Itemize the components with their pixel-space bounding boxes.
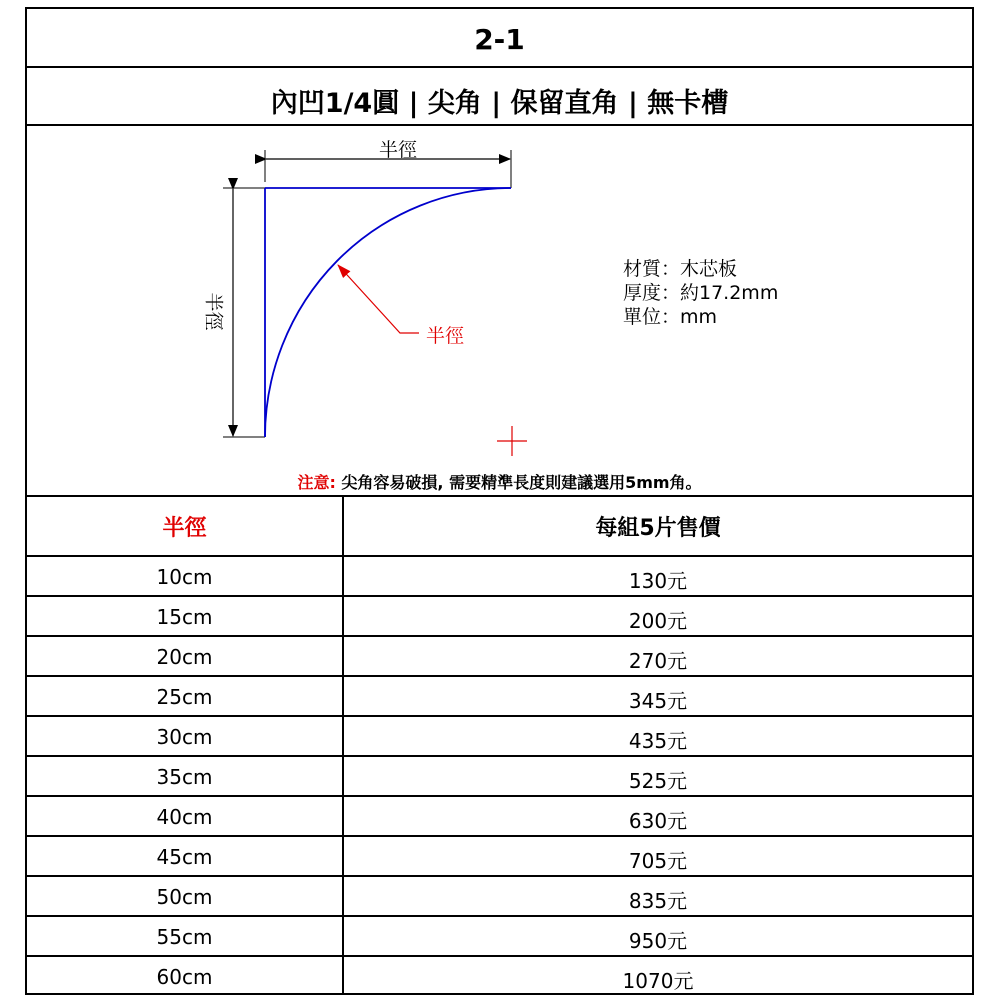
divider [27,955,972,957]
divider [27,795,972,797]
price-cell: 435元 [628,729,688,753]
radius-cell: 35cm [156,765,213,789]
radius-cell: 15cm [156,605,213,629]
divider [27,66,972,68]
price-cell: 130元 [628,569,688,593]
price-cell: 835元 [628,889,688,913]
notice-label: 注意: [297,473,336,492]
price-cell: 950元 [628,929,688,953]
concave-arc [265,188,511,437]
spec-block [623,257,778,329]
price-cell: 345元 [628,689,688,713]
radius-cell: 45cm [156,845,213,869]
radius-cell: 10cm [156,565,213,589]
price-cell: 200元 [628,609,688,633]
header-radius: 半徑 [162,516,207,541]
product-subtitle: 內凹1/4圓 | 尖角 | 保留直角 | 無卡槽 [270,88,729,119]
divider [27,555,972,557]
radius-cell: 40cm [156,805,213,829]
radius-cell: 60cm [156,965,213,989]
quarter-circle-diagram [27,126,972,496]
product-code: 2-1 [474,23,525,56]
divider [27,495,972,497]
top-radius-label: 半徑 [378,139,417,161]
divider [27,715,972,717]
header-price: 每組5片售價 [595,516,721,541]
left-radius-label: 半徑 [202,292,225,331]
product-sheet [25,7,974,995]
radius-cell: 55cm [156,925,213,949]
divider [27,835,972,837]
radius-cell: 20cm [156,645,213,669]
arc-radius-leader [338,265,419,333]
radius-cell: 30cm [156,725,213,749]
thickness-text: 厚度：約17.2mm [623,282,779,304]
divider [27,915,972,917]
notice [27,470,972,493]
notice-text: 尖角容易破損, 需要精準長度則建議選用5mm角。 [341,473,702,492]
divider [27,635,972,637]
divider [27,595,972,597]
price-cell: 1070元 [622,969,694,993]
divider [27,675,972,677]
price-cell: 270元 [628,649,688,673]
arc-radius-label: 半徑 [426,325,465,347]
price-cell: 630元 [628,809,688,833]
divider [27,755,972,757]
radius-cell: 25cm [156,685,213,709]
price-cell: 525元 [628,769,688,793]
divider [27,875,972,877]
material-text: 材質：木芯板 [623,258,738,280]
unit-text: 單位：mm [623,306,718,328]
radius-cell: 50cm [156,885,213,909]
price-cell: 705元 [628,849,688,873]
